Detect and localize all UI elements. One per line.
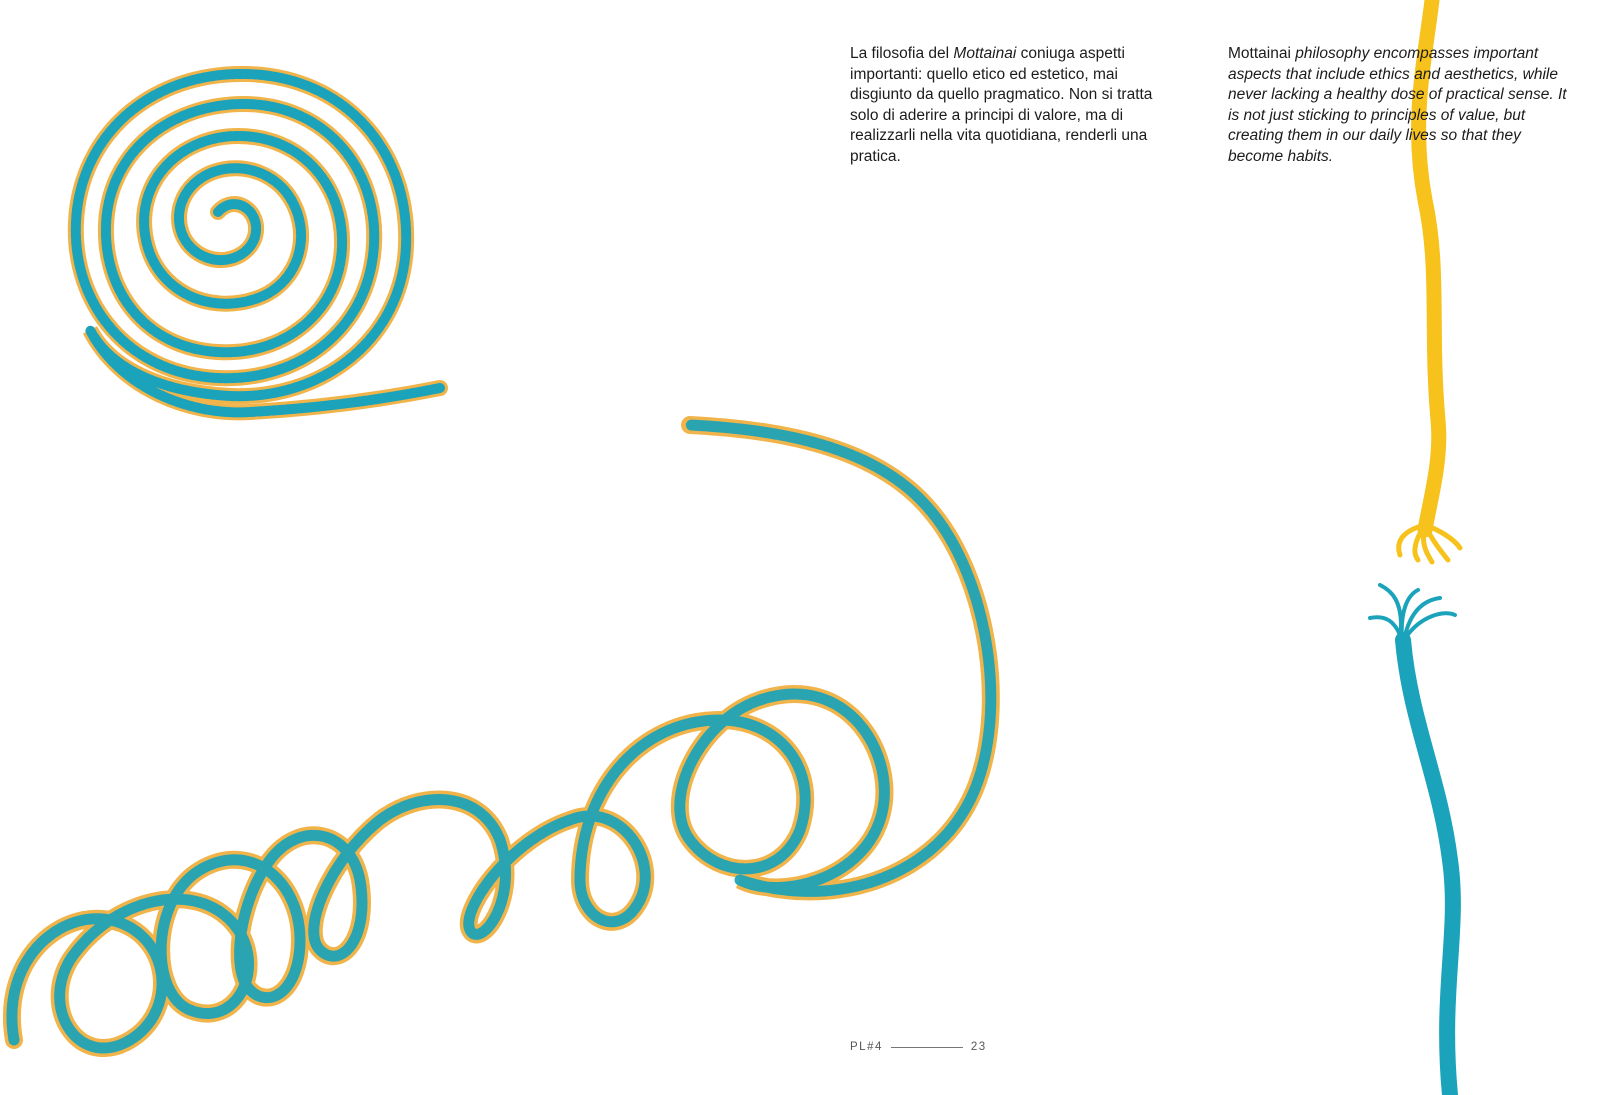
magazine-issue-label: PL#4 (850, 1041, 883, 1053)
folio-rule (891, 1047, 963, 1048)
english-paragraph (1228, 44, 1568, 167)
italian-paragraph (850, 44, 1180, 167)
page-folio (850, 1039, 987, 1055)
english-text-emphasis: philosophy encompasses important aspects that include ethics and aesthetics, while never lacking a healthy dose of practical sense. It is not just sticking to principles of value, but creating them in our daily lives so that they become habits. (1228, 45, 1567, 165)
italian-text-rest: coniuga aspetti importanti: quello etico ed estetico, mai disgiunto da quello pragmatico. Non si tratta solo di aderire a principi di valore, ma di realizzarli nella vita quotidiana, renderli una pratica. (850, 45, 1153, 165)
italian-text-start: La filosofia del (850, 45, 954, 62)
italian-text-emphasis: Mottainai (953, 45, 1017, 62)
english-text-start: Mottainai (1228, 45, 1296, 62)
coiled-rope-icon (76, 74, 440, 412)
looping-rope-icon (12, 425, 991, 1048)
page-number: 23 (970, 1041, 987, 1053)
